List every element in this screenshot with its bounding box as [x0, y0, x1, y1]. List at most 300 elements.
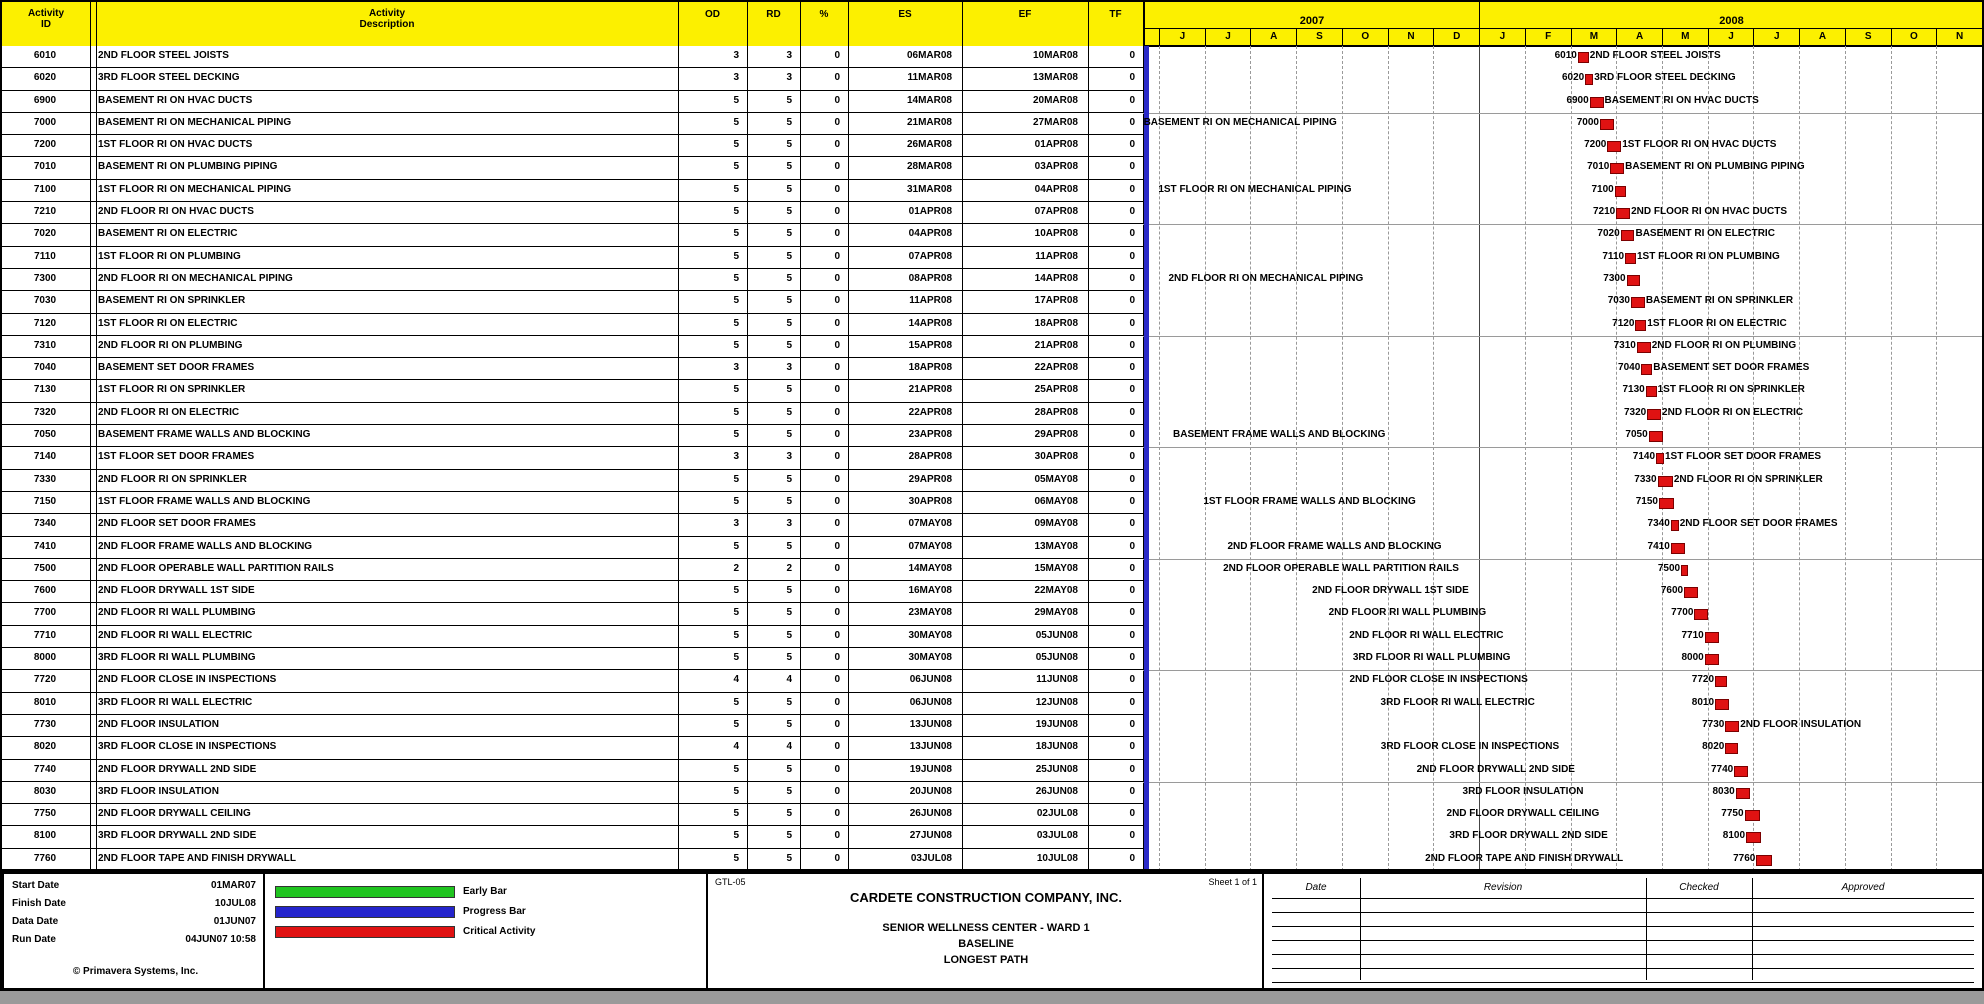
- gantt-label-activity-id: 7300: [1603, 272, 1626, 284]
- gantt-label-activity-id: 7310: [1613, 339, 1636, 351]
- cell-od: 5: [733, 116, 739, 128]
- cell-ef: 06MAY08: [1034, 495, 1078, 507]
- legend-box: [263, 872, 712, 990]
- timeline-month-MAY08: M: [1662, 29, 1708, 45]
- table-row: [2, 113, 1143, 135]
- cell-id: 8100: [33, 830, 57, 842]
- cell-rd: 5: [786, 228, 792, 240]
- cell-desc: 1ST FLOOR RI ON PLUMBING: [98, 250, 241, 262]
- gantt-sight-line: [1143, 559, 1982, 560]
- gantt-sight-line: [1143, 113, 1982, 114]
- gantt-label-description: 2ND FLOOR DRYWALL 1ST SIDE: [1312, 585, 1469, 597]
- cell-rd: 5: [786, 116, 792, 128]
- gantt-label-activity-id: 7700: [1671, 607, 1694, 619]
- cell-od: 5: [733, 139, 739, 151]
- gantt-label-description: BASEMENT RI ON ELECTRIC: [1635, 228, 1775, 240]
- cell-ef: 11APR08: [1035, 250, 1078, 262]
- cell-rd: 5: [786, 94, 792, 106]
- gantt-bar-left-label: [1447, 808, 1744, 819]
- gantt-bar-left-label: [1312, 585, 1683, 596]
- cell-rd: 3: [786, 362, 792, 374]
- gantt-bar-critical: [1649, 431, 1663, 442]
- cell-desc: 2ND FLOOR INSULATION: [98, 718, 219, 730]
- cell-ef: 09MAY08: [1034, 518, 1078, 530]
- table-row: [2, 135, 1143, 157]
- cell-pct: 0: [834, 250, 840, 262]
- gantt-bar-left-label: [1168, 273, 1625, 284]
- timeline-month-DEC07: D: [1433, 29, 1479, 45]
- table-row: [2, 157, 1143, 179]
- footer-dates-box: [2, 872, 269, 990]
- revision-row-line: [1272, 982, 1974, 983]
- cell-desc: 2ND FLOOR DRYWALL 1ST SIDE: [98, 585, 255, 597]
- cell-ef: 21APR08: [1034, 339, 1078, 351]
- gantt-bar-critical: [1616, 208, 1630, 219]
- gantt-bar-critical: [1705, 654, 1719, 665]
- cell-pct: 0: [834, 94, 840, 106]
- cell-id: 8020: [33, 741, 57, 753]
- cell-es: 06JUN08: [909, 696, 952, 708]
- cell-es: 14MAY08: [908, 562, 952, 574]
- table-row: [2, 91, 1143, 113]
- month-gridline: [1159, 46, 1160, 871]
- cell-tf: 0: [1129, 652, 1135, 664]
- gantt-bar-critical: [1715, 676, 1727, 687]
- timeline-month-JAN08: J: [1479, 29, 1525, 45]
- gantt-label-description: BASEMENT SET DOOR FRAMES: [1653, 362, 1810, 374]
- cell-od: 5: [733, 250, 739, 262]
- timeline-month-NOV07: N: [1388, 29, 1434, 45]
- gantt-bar-critical: [1659, 498, 1674, 509]
- cell-ef: 29MAY08: [1034, 607, 1078, 619]
- cell-tf: 0: [1129, 406, 1135, 418]
- cell-es: 23APR08: [908, 429, 952, 441]
- gantt-bar-critical: [1635, 320, 1646, 331]
- cell-es: 04APR08: [908, 228, 952, 240]
- gantt-bar-critical: [1715, 699, 1729, 710]
- cell-od: 3: [733, 518, 739, 530]
- cell-desc: 2ND FLOOR FRAME WALLS AND BLOCKING: [98, 540, 313, 552]
- cell-desc: BASEMENT RI ON HVAC DUCTS: [98, 94, 253, 106]
- revision-column-line: [1360, 878, 1361, 980]
- cell-pct: 0: [834, 785, 840, 797]
- cell-ef: 10JUL08: [1036, 852, 1078, 864]
- gantt-bar-left-label: [1203, 496, 1658, 507]
- gantt-label-description: 1ST FLOOR RI ON PLUMBING: [1636, 250, 1780, 262]
- legend-swatch-critical-activity: [275, 926, 455, 938]
- cell-tf: 0: [1129, 116, 1135, 128]
- cell-id: 7140: [33, 451, 57, 463]
- gantt-label-activity-id: 7050: [1625, 429, 1648, 441]
- gantt-label-description: 1ST FLOOR RI ON MECHANICAL PIPING: [1158, 183, 1352, 195]
- cell-desc: 2ND FLOOR DRYWALL CEILING: [98, 808, 251, 820]
- ef-column-header: EF: [1018, 9, 1032, 20]
- cell-pct: 0: [834, 183, 840, 195]
- data-date-line: [1144, 46, 1149, 870]
- cell-tf: 0: [1129, 451, 1135, 463]
- gantt-bar-critical: [1736, 788, 1750, 799]
- activity-id-header: Activity ID: [27, 8, 65, 30]
- column-line: [678, 2, 679, 871]
- gantt-label-activity-id: 7040: [1618, 362, 1641, 374]
- gantt-label-description: 1ST FLOOR FRAME WALLS AND BLOCKING: [1203, 495, 1416, 507]
- gantt-label-activity-id: 7760: [1733, 852, 1756, 864]
- cell-es: 22APR08: [908, 406, 952, 418]
- table-row: [2, 336, 1143, 358]
- cell-tf: 0: [1129, 228, 1135, 240]
- revision-header-approved: Approved: [1841, 882, 1885, 893]
- gantt-label-description: BASEMENT RI ON SPRINKLER: [1645, 295, 1794, 307]
- cell-rd: 5: [786, 295, 792, 307]
- cell-ef: 22APR08: [1034, 362, 1078, 374]
- revision-header-date: Date: [1305, 882, 1327, 893]
- cell-desc: 2ND FLOOR RI ON ELECTRIC: [98, 406, 240, 418]
- timeline-month-OCT08: O: [1891, 29, 1937, 45]
- cell-tf: 0: [1129, 362, 1135, 374]
- cell-desc: BASEMENT RI ON SPRINKLER: [98, 295, 246, 307]
- cell-od: 4: [733, 741, 739, 753]
- cell-es: 13JUN08: [909, 718, 952, 730]
- gantt-label-activity-id: 7340: [1647, 518, 1670, 530]
- cell-tf: 0: [1129, 674, 1135, 686]
- cell-desc: 2ND FLOOR STEEL JOISTS: [98, 50, 229, 61]
- cell-desc: 2ND FLOOR SET DOOR FRAMES: [98, 518, 256, 530]
- cell-tf: 0: [1129, 808, 1135, 820]
- cell-od: 5: [733, 384, 739, 396]
- cell-es: 30MAY08: [908, 629, 952, 641]
- revision-row-line: [1272, 968, 1974, 969]
- gantt-bar-critical: [1585, 74, 1593, 85]
- cell-id: 6010: [33, 50, 57, 61]
- cell-od: 5: [733, 830, 739, 842]
- gantt-bar-critical: [1615, 186, 1626, 197]
- gantt-bar-left-label: [1449, 830, 1745, 841]
- cell-desc: BASEMENT RI ON PLUMBING PIPING: [98, 161, 278, 173]
- cell-od: 3: [733, 451, 739, 463]
- table-row: [2, 314, 1143, 336]
- timeline-month-JUL07: J: [1205, 29, 1251, 45]
- cell-rd: 5: [786, 540, 792, 552]
- revision-row-line: [1272, 898, 1974, 899]
- gantt-label-description: 2ND FLOOR STEEL JOISTS: [1589, 50, 1721, 61]
- cell-id: 7010: [33, 161, 57, 173]
- gantt-label-description: 1ST FLOOR RI ON HVAC DUCTS: [1622, 139, 1777, 151]
- revision-row-line: [1272, 954, 1974, 955]
- cell-es: 20JUN08: [909, 785, 952, 797]
- revision-column-line: [1752, 878, 1753, 980]
- gantt-label-description: BASEMENT RI ON PLUMBING PIPING: [1625, 161, 1805, 173]
- timeline-month-JUL08: J: [1753, 29, 1799, 45]
- sheet-number: Sheet 1 of 1: [1208, 877, 1257, 887]
- cell-pct: 0: [834, 228, 840, 240]
- cell-ef: 13MAR08: [1032, 72, 1078, 84]
- rd-column-header: RD: [766, 9, 781, 20]
- cell-pct: 0: [834, 116, 840, 128]
- cell-od: 5: [733, 161, 739, 173]
- cell-ef: 29APR08: [1034, 429, 1078, 441]
- gantt-label-activity-id: 7000: [1576, 116, 1599, 128]
- cell-rd: 4: [786, 674, 792, 686]
- cell-tf: 0: [1129, 585, 1135, 597]
- cell-desc: 3RD FLOOR DRYWALL 2ND SIDE: [98, 830, 257, 842]
- gantt-bar-critical: [1641, 364, 1652, 375]
- gantt-label-description: BASEMENT FRAME WALLS AND BLOCKING: [1173, 429, 1386, 441]
- gantt-label-description: 2ND FLOOR CLOSE IN INSPECTIONS: [1349, 674, 1528, 686]
- cell-desc: 3RD FLOOR STEEL DECKING: [98, 72, 240, 84]
- legend-swatch-early-bar: [275, 886, 455, 898]
- cell-id: 8030: [33, 785, 57, 797]
- cell-ef: 02JUL08: [1036, 808, 1078, 820]
- table-row: [2, 470, 1143, 492]
- revision-header-revision: Revision: [1483, 882, 1523, 893]
- cell-id: 7050: [33, 429, 57, 441]
- cell-tf: 0: [1129, 272, 1135, 284]
- column-line: [848, 2, 849, 871]
- gantt-bar-critical: [1745, 810, 1760, 821]
- cell-pct: 0: [834, 830, 840, 842]
- gantt-bar-left-label: [1353, 652, 1704, 663]
- month-gridline: [1342, 46, 1343, 871]
- timeline-year-2008: 2008: [1479, 2, 1983, 29]
- cell-ef: 01APR08: [1034, 139, 1078, 151]
- cell-tf: 0: [1129, 50, 1135, 61]
- footer-date-label: Start Date: [12, 880, 60, 891]
- gantt-label-activity-id: 7720: [1691, 674, 1715, 686]
- cell-rd: 5: [786, 763, 792, 775]
- cell-od: 4: [733, 674, 739, 686]
- gantt-label-description: 3RD FLOOR RI WALL ELECTRIC: [1380, 696, 1535, 708]
- gantt-bar-critical: [1637, 342, 1651, 353]
- gantt-bar-critical: [1647, 409, 1661, 420]
- table-row: [2, 670, 1143, 692]
- table-row: [2, 380, 1143, 402]
- gantt-label-activity-id: 7200: [1584, 139, 1607, 151]
- table-row: [2, 537, 1143, 559]
- footer-date-label: Run Date: [12, 934, 56, 945]
- gantt-label-activity-id: 7030: [1607, 295, 1630, 307]
- gantt-label-activity-id: 7740: [1710, 763, 1734, 775]
- footer-date-label: Finish Date: [12, 898, 66, 909]
- cell-od: 5: [733, 696, 739, 708]
- cell-pct: 0: [834, 518, 840, 530]
- cell-desc: BASEMENT FRAME WALLS AND BLOCKING: [98, 429, 311, 441]
- cell-pct: 0: [834, 206, 840, 218]
- cell-tf: 0: [1129, 295, 1135, 307]
- gantt-bar-critical: [1694, 609, 1708, 620]
- table-row: [2, 514, 1143, 536]
- cell-rd: 5: [786, 183, 792, 195]
- cell-es: 07MAY08: [908, 518, 952, 530]
- gantt-bar-left-label: [1227, 541, 1669, 552]
- schedule-type: BASELINE: [958, 938, 1014, 950]
- cell-desc: 2ND FLOOR DRYWALL 2ND SIDE: [98, 763, 257, 775]
- cell-pct: 0: [834, 562, 840, 574]
- gantt-label-description: 3RD FLOOR INSULATION: [1462, 785, 1584, 797]
- primavera-copyright: © Primavera Systems, Inc.: [72, 966, 199, 977]
- gantt-bar-critical: [1684, 587, 1698, 598]
- page-border-left: [0, 0, 2, 990]
- gantt-bar-left-label: [1329, 607, 1694, 618]
- cell-ef: 11JUN08: [1036, 674, 1078, 686]
- cell-es: 21MAR08: [906, 116, 952, 128]
- gantt-sight-line: [1143, 224, 1982, 225]
- gantt-bar-critical: [1705, 632, 1719, 643]
- activity-description-header: Activity Description: [359, 8, 415, 30]
- cell-rd: 5: [786, 429, 792, 441]
- cell-id: 7720: [33, 674, 57, 686]
- gantt-label-activity-id: 8020: [1702, 741, 1725, 753]
- timeline-month-NOV08: N: [1936, 29, 1982, 45]
- cell-od: 5: [733, 785, 739, 797]
- layout-code: GTL-05: [715, 877, 746, 887]
- cell-rd: 5: [786, 384, 792, 396]
- cell-es: 26JUN08: [909, 808, 952, 820]
- gantt-label-description: BASEMENT RI ON MECHANICAL PIPING: [1143, 116, 1337, 128]
- gantt-bar-critical: [1671, 543, 1685, 554]
- cell-es: 30APR08: [908, 495, 952, 507]
- gantt-bar-critical: [1656, 453, 1664, 464]
- gantt-bar-critical: [1734, 766, 1748, 777]
- gantt-label-activity-id: 7320: [1623, 406, 1647, 418]
- cell-desc: 3RD FLOOR INSULATION: [98, 785, 219, 797]
- cell-es: 08APR08: [908, 272, 952, 284]
- cell-pct: 0: [834, 696, 840, 708]
- cell-desc: 1ST FLOOR SET DOOR FRAMES: [98, 451, 255, 463]
- cell-tf: 0: [1129, 607, 1135, 619]
- cell-pct: 0: [834, 718, 840, 730]
- cell-pct: 0: [834, 272, 840, 284]
- cell-od: 5: [733, 540, 739, 552]
- cell-id: 7310: [33, 339, 57, 351]
- cell-desc: 2ND FLOOR RI ON PLUMBING: [98, 339, 243, 351]
- cell-desc: 1ST FLOOR RI ON SPRINKLER: [98, 384, 246, 396]
- cell-id: 7700: [33, 607, 57, 619]
- legend-label: Progress Bar: [463, 906, 526, 917]
- cell-es: 16MAY08: [908, 585, 952, 597]
- cell-ef: 12JUN08: [1035, 696, 1078, 708]
- cell-pct: 0: [834, 50, 840, 61]
- revision-table-box: [1262, 872, 1984, 990]
- gantt-label-activity-id: 7110: [1602, 250, 1625, 262]
- gantt-label-activity-id: 7750: [1721, 808, 1744, 820]
- cell-ef: 10MAR08: [1032, 50, 1078, 61]
- gantt-bar-critical: [1631, 297, 1645, 308]
- cell-es: 28APR08: [908, 451, 952, 463]
- timeline-month-JUN08: J: [1708, 29, 1754, 45]
- table-row: [2, 626, 1143, 648]
- cell-id: 7000: [33, 116, 57, 128]
- gantt-bar-critical: [1725, 743, 1737, 754]
- cell-pct: 0: [834, 161, 840, 173]
- gantt-bar-left-label: [1381, 741, 1725, 752]
- month-gridline: [1296, 46, 1297, 871]
- cell-tf: 0: [1129, 763, 1135, 775]
- cell-tf: 0: [1129, 518, 1135, 530]
- column-line: [747, 2, 748, 871]
- gantt-label-activity-id: 8000: [1681, 652, 1704, 664]
- cell-id: 7300: [33, 272, 57, 284]
- cell-id: 7130: [33, 384, 57, 396]
- gantt-label-activity-id: 7710: [1681, 629, 1704, 641]
- revision-row-line: [1272, 926, 1974, 927]
- cell-id: 7200: [33, 139, 57, 151]
- cell-desc: 3RD FLOOR RI WALL ELECTRIC: [98, 696, 253, 708]
- cell-id: 7100: [33, 183, 57, 195]
- cell-tf: 0: [1129, 741, 1135, 753]
- cell-ef: 03APR08: [1034, 161, 1078, 173]
- table-row: [2, 180, 1143, 202]
- cell-rd: 5: [786, 629, 792, 641]
- table-row: [2, 581, 1143, 603]
- cell-rd: 5: [786, 696, 792, 708]
- month-gridline: [1250, 46, 1251, 871]
- gantt-label-description: 1ST FLOOR SET DOOR FRAMES: [1664, 451, 1822, 463]
- cell-id: 7410: [33, 540, 57, 552]
- cell-ef: 18APR08: [1034, 317, 1078, 329]
- cell-pct: 0: [834, 72, 840, 84]
- cell-rd: 5: [786, 495, 792, 507]
- gantt-bar-left-label: [1425, 853, 1755, 864]
- cell-es: 18APR08: [908, 362, 952, 374]
- cell-ef: 20MAR08: [1032, 94, 1078, 106]
- cell-rd: 5: [786, 830, 792, 842]
- cell-tf: 0: [1129, 696, 1135, 708]
- cell-ef: 18JUN08: [1035, 741, 1078, 753]
- cell-rd: 5: [786, 785, 792, 797]
- cell-tf: 0: [1129, 629, 1135, 641]
- cell-ef: 26JUN08: [1035, 785, 1078, 797]
- cell-id: 7030: [33, 295, 57, 307]
- cell-ef: 22MAY08: [1034, 585, 1078, 597]
- cell-ef: 05JUN08: [1035, 652, 1078, 664]
- cell-es: 14MAR08: [906, 94, 952, 106]
- cell-ef: 19JUN08: [1035, 718, 1078, 730]
- cell-es: 03JUL08: [910, 852, 952, 864]
- cell-od: 3: [733, 50, 739, 61]
- cell-desc: 2ND FLOOR OPERABLE WALL PARTITION RAILS: [98, 562, 334, 574]
- tf-column-header: TF: [1109, 9, 1122, 20]
- cell-od: 5: [733, 429, 739, 441]
- gantt-bar-critical: [1756, 855, 1771, 866]
- cell-rd: 3: [786, 518, 792, 530]
- cell-od: 5: [733, 718, 739, 730]
- timeline-month-MAR08: M: [1571, 29, 1617, 45]
- revision-row-line: [1272, 940, 1974, 941]
- gantt-label-description: 1ST FLOOR RI ON SPRINKLER: [1657, 384, 1805, 396]
- cell-tf: 0: [1129, 830, 1135, 842]
- gantt-bar-left-label: [1349, 674, 1714, 685]
- revision-row-line: [1272, 912, 1974, 913]
- cell-tf: 0: [1129, 384, 1135, 396]
- cell-od: 5: [733, 607, 739, 619]
- gantt-bar-left-label: [1417, 764, 1734, 775]
- es-column-header: ES: [898, 9, 912, 20]
- cell-rd: 4: [786, 741, 792, 753]
- table-row: [2, 715, 1143, 737]
- pct-column-header: %: [819, 9, 829, 20]
- cell-es: 14APR08: [908, 317, 952, 329]
- cell-pct: 0: [834, 629, 840, 641]
- cell-id: 7340: [33, 518, 57, 530]
- timeline-month-OCT07: O: [1342, 29, 1388, 45]
- cell-id: 7020: [33, 228, 57, 240]
- cell-rd: 3: [786, 72, 792, 84]
- timeline-month-SEP08: S: [1845, 29, 1891, 45]
- gantt-label-activity-id: 7330: [1634, 473, 1657, 485]
- cell-ef: 28APR08: [1034, 406, 1078, 418]
- timeline-year-2007: 2007: [1143, 2, 1480, 29]
- cell-od: 5: [733, 295, 739, 307]
